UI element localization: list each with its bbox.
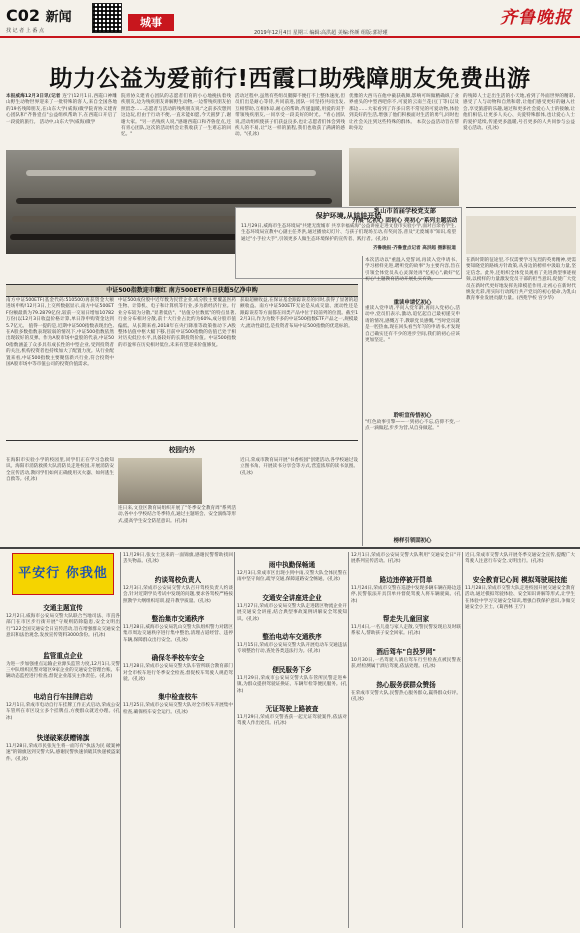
bottom-mid-col-3: 12月1日,荣成市公安局交警大队利用"交通安全日"开展系列宣传活动。(孔冰) 路边违停被开罚单 11月24日,荣成市交警在巡逻中发现多辆车辆在路边违停,民警依法开具罚单并督促驾驶人将车辆驶离。(孔冰) 帮走失儿童回家 11月4日,一名儿童与家人走散,交警民警发现后及时联系家人,帮助孩子安全回家。(孔冰) 酒后驾车"自投罗网" 10月30日,一名驾驶人酒后驾车行至检查点被民警查获,经检测属于酒后驾驶,依法处理。(孔冰) 热心服务获群众赞扬 在荣成市交警大队,民警热心服务群众,赢得群众好评。(孔冰)	[351, 553, 461, 703]
issue-info: 2019年12月4日 星期三 编辑:高洪超 美编:佟颜 组版:郭妤瑾	[254, 30, 388, 36]
campus-title: 校园内外	[168, 446, 196, 454]
feature-divider	[362, 256, 363, 546]
campus-col-1: 在海阳市实验小学的校园里,同学们正在学习急救知识。海阳市消防救援大队消防员走进校园,开展消防安全宣传活动,教同学们如何正确使用灭火器、如何逃生自救等。(孔冰)	[6, 458, 114, 483]
lead-col-1: 本报威海12月3日讯(记者 连宁)12月1日,西霞口神雕山野生动物世界迎来了一批特殊的客人,来自全国各地的19名残障朋友,在山东大学(威海)微学院青协义建青心团队和"齐鲁壹点"公益组织帮助下,在西霞口开启了一段爱的旅行。 活动中,山东大学(威海)微学	[6, 94, 117, 125]
campus-col-2: 连日来,文登区教育局组织开展了"冬季安全教育周"系列活动,各中小学校结合冬季特点,通过主题班会、安全演练等形式,提高学生安全防范意识。(孔冰)	[118, 506, 236, 524]
page-number: C02 新闻	[6, 6, 72, 25]
finance-col-3: 获取超额收益,在保证基金跟踪误差的同时,获得了显著的超额收益。南方中证500ETF无论是从成交量、流动性还是跟踪误差等方面都在同类产品中位于较前列的位置。截至12月3日,作为为数不多的中证500指数ETF产品之一,规模最大,流动性最佳,是投资者布局中证500指数的优选标的。	[240, 298, 358, 329]
qr-code-icon	[92, 3, 122, 33]
notice-body: 11月29日,威海市生态环境局"共建无废城市 共享幸福威海"公益讲座走进文登市实验小学,面对百余名学生,生态环境局宣教中心副主任齐洪,通过播放幻灯片、与孩子们现场互动,有奖问答,普及"无废城市"知识,希望通过"小手拉大手",引领更多人做生态环境保护的宣传者、践行者。(孔冰)	[241, 224, 456, 242]
headline: 助力公益为爱前行!西霞口助残障朋友免费出游	[49, 66, 531, 92]
feature-body-3: "红色故事引擎——一到初心不忘,信仰不变,一点一滴做起,步步为营,从自身做起。"	[365, 420, 460, 432]
lead-col-4: 优雅的大西马在他中截获载舞,影响可叫做精确纵了业界重头的中型西吧你不,可爱的云南兰花(豆丁等)以及那边……大家看到了许多日常不常见的可爱动物,体验到美好的生活,增强了他们积极面对生活的勇气,同时也让社会关注到这些特殊的群体。 本次公益活动旨在帮助身边	[349, 94, 459, 132]
feature-title: 开展"忆初心 固初心 亮初心"系列主题活动	[352, 218, 458, 224]
feature-kicker: 乳山市首届学校党支部	[374, 208, 436, 215]
school-photo	[466, 216, 576, 254]
right-rule	[466, 207, 576, 208]
divider-4	[462, 552, 463, 928]
header-rule	[0, 36, 580, 38]
feature-col-2: 在新时期的征途里,不仅需要学习先烈的英勇精神,更需要知晓党的路线方针政策,从身边的榜样中汲取力量,坚定信念。此外,还组织全体党员观看了先进典型事迹视频,以榜样的力量激发党员干部的担当意识,促使广大党员在新时代更好地发挥先锋模范作用,让初心在新时代焕发光彩,用实际行动践行共产党员的初心使命,为乳山教育事业发展贡献力量。(西苑学校 宫少华)	[466, 258, 576, 302]
lead-col-2: 院青协义建青心团队的志愿者们育的小心地挽扶着残疾朋友,边为残疾朋友讲解野生动物,一边帮残疾朋友拍照留念……志愿者与活动的残疾朋友说:"之前多次想到这边玩,但由于行动不便,一直未能如愿,今天圆梦了,谢谢大家。"另一名残疾人说,"感谢西霞口和齐鲁壹点,还有青心团队,这次的活动机会让我收获了一生难忘的回忆。"	[121, 94, 231, 138]
brand-logo: 齐鲁晚报	[500, 8, 572, 28]
bottom-right-col: 近日,荣成市交警大队开展冬季交通安全宣传,提醒广大驾驶人注意行车安全,文明出行。(孔冰) 安全教育记心间 模拟驾驶展技能 11月28日,荣成市交警大队走进校园开展交通安全教育活动,通过模拟驾驶体验、安全知识讲解等形式,让学生在体验中学习交通安全知识,增强自我保护意识,争做交通安全小卫士。(葛西林 王宁)	[465, 553, 575, 611]
safety-banner: 平安行 你我他	[12, 553, 114, 595]
editors: 找 记 者 上 番 点	[6, 28, 44, 34]
feature-subhead-2: 聆听宣传悟初心	[393, 413, 432, 419]
bottom-left-col: 交通主题宣传 12月2日,威海市公安局交警大队联合当地司法、市直各部门在市区步行街开展"守规则防除隐患,安全文明出行"122全国交通安全日宣传活动,旨在增强群众交通安全意识和法治观念,发放宣传资料3000余份。(孔冰) 监管重点企业 为进一步加强重点运输企业源头监管力度,12月1日,交警三中队组织民警对辖区9家企业的交通安全管理台账、车辆动态监控进行检查,督促企业落实主体责任。(孔冰) 电动自行车挂牌启动 12月1日,荣成市电动自行车挂牌工作正式启动,荣成公安车管所在市区设立多个挂牌点,方便群众就近办理。(孔冰) 快递破案获赠锦旗 11月28日,荣成市民张先生将一面写有"执法为民 破案神速"的锦旗送到交警大队,感谢民警快速侦破其快递被盗案件。(孔冰)	[6, 604, 120, 762]
notice-title: 保护环境,从娃娃开始	[315, 212, 382, 220]
bottom-rule	[0, 547, 580, 549]
bottom-mid-col-1: 11月29日,张女士送来的一面锦旗,感谢民警帮助找回丢失物品。(孔冰) 约谈驾校负责人 12月3日,荣成市公安局交警大队召开驾校负责人约谈会,针对近期学员考试中发现的问题,要求各驾校严格按照教学大纲组织培训,提升教学质量。(孔冰) 整治集市交通秩序 11月28日,威海市公安局乳山交警大队组织警力对辖区集市周边交通秩序进行集中整治,清理占道经营、违停车辆,保障群众出行安全。(孔冰) 确保冬季校车安全 11月28日,荣成市公安局交警大队车管所联合教育部门对全市校车进行冬季安全检查,督促校车驾驶人规范驾驶。(孔冰) 集中检查校车 11月25日,荣成市公安局交警大队对全市校车开展集中检查,确保校车安全运行。(孔冰)	[123, 553, 233, 715]
feature-subhead-3: 榜样引领固初心	[393, 538, 432, 544]
divider-1	[120, 552, 121, 928]
bottom-mid-col-2: 雨中执勤保畅通 12月3日,荣成市区出现小到中雨,交警大队全体民警在雨中坚守岗位,疏导交通,保障道路安全畅通。(孔冰) 交通安全讲座进企业 11月27日,荣成市公安局交警大队走进辖区物流企业开展交通安全讲座,结合典型事故案例讲解安全驾驶知识。(孔冰) 整治电动车交通秩序 11月15日,荣成市公安局交警大队开展电动车交通违法专项整治行动,查处各类违法行为。(孔冰) 便民服务下乡 11月29日,荣成市公安局交警大队车管所民警走进乡镇,为群众提供驾驶证换证、车辆年检等便民服务。(孔冰) 无证驾驶上路被查 11月29日,荣成市交警查获一起无证驾驶案件,依法对驾驶人作出处罚。(孔冰)	[237, 561, 347, 727]
notice-credit: 齐鲁晚报·齐鲁壹点记者 高洪超 摄影报道	[372, 246, 456, 252]
campus-col-3: 近日,荣成市教育局开展"书香校园"创建活动,各学校通过设立图书角、开展读书分享会等方式,营造浓厚的读书氛围。(孔冰)	[240, 458, 358, 476]
finance-bar: 中证500指数迎市翻红 南方500ETF单日获超5亿净申购	[6, 284, 358, 297]
lead-col-3: 活动过程中,虽然有些组员腿脚不便打不上整体速度,但员们出是耐心等待,共同前进,团队一同坚持共同出发,互相帮助,互相体谅,耐心的帮助,传递温暖,用爱的双手带领残疾朋友,一同享受一段美好的时光。"青心团队说,活动组织使孩子们获益良多,也让志愿者们体会到残疾人的不易,让"这一样的旅程,我们也收获了满满的感动。"(孔冰)	[235, 94, 345, 138]
trip-photo	[349, 148, 459, 206]
divider-3	[348, 552, 349, 928]
feature-subhead-1: 重读申请忆初心	[393, 300, 432, 306]
feature-body-1: 本次活动以"重温入党誓词,再读入党申请书、学习榜样先进,聘听党的故事"为主要内容,旨在引领全体党员从心灵深处再"忆初心",做好"忆初心"主题教育活动开展扎实有效。	[365, 258, 460, 283]
divider-2	[234, 552, 235, 928]
lead-col-5: 的残障人士走出生活的小天地,看到了外面世界的精彩,感受了人与动物和自然和谐,让他们感受更好的融入社会,享受旅游的乐趣,通过和更多社会爱心人士的接触,让他们相信,让更多人关心、关爱特殊群体,也让爱心人士的爱护延续,传递更多温暖,号召更多的人共同参与公益爱心活动。(孔冰)	[463, 94, 575, 132]
campus-photo	[118, 458, 202, 504]
finance-col-2: 中证500成份股中近年数为民营企业,成分股主要覆盖医药生物、计算机、电子和计算机等行业,多为新经济行业。行业分布较为分散,"显著低估"、"估值分位数低"的特点显著,行业分布相对分散,前十大行业占比约为60%,成分股市值偏低。从长期来看,2018年在央行降准等政策推动下,A股整体估值中枢大幅下移,目前中证500指数的估值已处于相对历史低位水平,具备较好的长期投资价值。中证500指数的市盈率在历史相对低位,未来有望迎来价值修复。	[118, 298, 236, 348]
section-tag: 城事	[128, 14, 174, 31]
finance-col-1: 南方中证500ETF(基金代码:510500)再获资金大额进场申购!12月3日,上交所数据显示,南方中证500ETF份额最新为79.2879亿份,较前一交易日增加10782万份(以12月3日收盘价格计算,单日净申购资金达到5.7亿元。 值得一提的是,近期中证500指数表现出色,在A股多数指数表现较弱的情况下,中证500指数依然出现较好的反弹。作为A股市场中盘股的代表,中证500指数涵盖了众多具有成长性的中型企业,受到投资者的关注,机构投资者也持续加大了配置力度。从行业配置来看,中证500指数主要聚焦新兴行业,符合投资中国A股市场中等市值公司的投资价值需求。	[6, 298, 114, 368]
feature-body-2: 重读入党申请,平问入党年龄,再问入党初心,活动中,党员们表示,激动,追忆起自己最初递交申请的情况,感慨万千,教职党员感慨,"当时党员就是一腔热血,现在回头看当年写的申请书,才发现自己确实还有不少的进步空间,我们的初心应该更加坚定。"	[365, 306, 460, 344]
